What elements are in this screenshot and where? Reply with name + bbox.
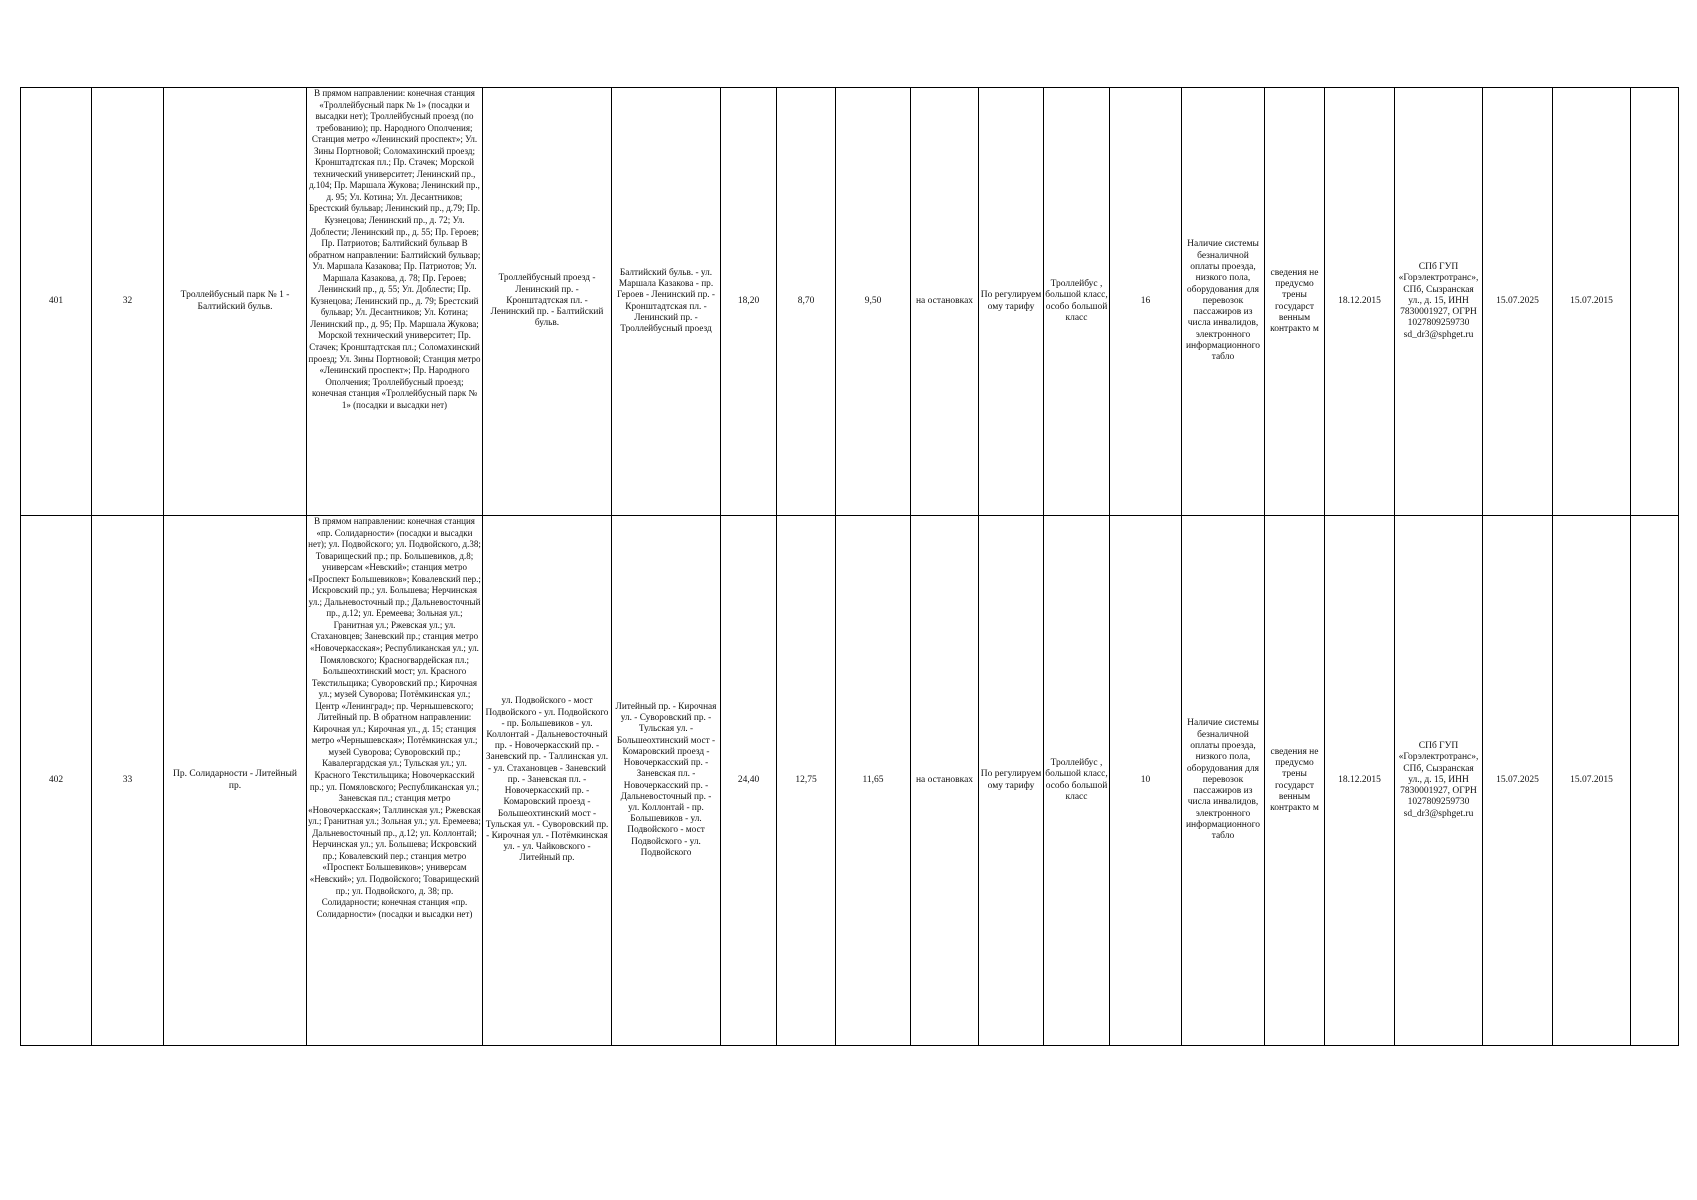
vehicle-count-cell: 16 (1110, 88, 1182, 516)
start-date-cell: 18.12.2015 (1325, 516, 1395, 1046)
streets-backward-cell: Литейный пр. - Кирочная ул. - Суворовский пр. - Тульская ул. - Большеохтинский мост - Комаровский проезд - Новочеркасский пр. - Заневская пл. - Новочеркасский пр. - Дальневосточный пр. - ул. Коллонтай - пр. Большевиков - ул. Подвойского - мост Подвойского - ул. Подвойского (612, 516, 721, 1046)
equipment-cell: Наличие системы безналичной оплаты проезда, низкого пола, оборудования для перевозок пассажиров из числа инвалидов, электронного информационного табло (1182, 516, 1265, 1046)
empty-cell (1631, 88, 1679, 516)
equipment-cell: Наличие системы безналичной оплаты проезда, низкого пола, оборудования для перевозок пассажиров из числа инвалидов, электронного информационного табло (1182, 88, 1265, 516)
vehicle-count-cell: 10 (1110, 516, 1182, 1046)
empty-cell (1631, 516, 1679, 1046)
route-name-cell: Пр. Солидарности - Литейный пр. (164, 516, 307, 1046)
date-cell: 15.07.2025 (1483, 88, 1553, 516)
stop-order-cell: на остановках (911, 516, 979, 1046)
length-forward-cell: 24,40 (721, 516, 777, 1046)
stops-cell: В прямом направлении: конечная станция «пр. Солидарности» (посадки и высадки нет); ул. Подвойского; ул. Подвойского, д.38; Товарищеский пр.; пр. Большевиков, д.8; универсам «Невский»; станция метро «Проспект Большевиков»; Ковалевский пер.; Искровский пр.; ул. Большева; Нерчинская ул.; Дальневосточный пр.; Дальневосточный пр., д.12; ул. Еремеева; Зольная ул.; Гранитная ул.; Ржевская ул.; ул. Стахановцев; Заневский пр.; станция метро «Новочеркасская»; Республиканская ул.; ул. Помяловского; Красногвардейская пл.; Большеохтинский мост; ул. Красного Текстильщика; Суворовский пр.; Кирочная ул.; музей Суворова; Потёмкинская ул.; Центр «Ленинград»; пр. Чернышевского; Литейный пр. В обратном направлении: Кирочная ул.; Кирочная ул., д. 15; станция метро «Чернышевская»; Потёмкинская ул.; музей Суворова; Суворовский пр.; Кавалергардская ул.; Тульская ул.; ул. Красного Текстильщика; Новочеркасский пр.; ул. Помяловского; Республиканская ул.; Заневская пл.; станция метро «Новочеркасская»; Таллинская ул.; Ржевская ул.; Гранитная ул.; Зольная ул.; ул. Еремеева; Дальневосточный пр., д.12; ул. Коллонтай; Нерчинская ул.; ул. Большева; Искровский пр.; Ковалевский пер.; станция метро «Проспект Большевиков»; универсам «Невский»; ул. Подвойского; Товарищеский пр.; ул. Подвойского, д. 38; пр. Солидарности; конечная станция «пр. Солидарности» (посадки и высадки нет) (307, 516, 483, 1046)
vehicle-class-cell: Троллейбус , большой класс, особо большой класс (1044, 88, 1110, 516)
start-date-cell: 18.12.2015 (1325, 88, 1395, 516)
carrier-cell: СПб ГУП «Горэлектротранс», СПб, Сызранская ул., д. 15, ИНН 7830001927, ОГРН 1027809259730 sd_dr3@sphget.ru (1395, 516, 1483, 1046)
contract-cell: сведения не предусмо трены государст венным контракто м (1265, 516, 1325, 1046)
length-extra-cell: 11,65 (836, 516, 911, 1046)
vehicle-class-cell: Троллейбус , большой класс, особо большой класс (1044, 516, 1110, 1046)
registry-number-cell: 401 (21, 88, 92, 516)
stop-order-cell: на остановках (911, 88, 979, 516)
date-cell: 15.07.2015 (1553, 88, 1631, 516)
date-cell: 15.07.2015 (1553, 516, 1631, 1046)
streets-forward-cell: ул. Подвойского - мост Подвойского - ул. Подвойского - пр. Большевиков - ул. Коллонтай - Дальневосточный пр. - Новочеркасский пр. - Заневский пр. - Таллинская ул. - ул. Стахановцев - Заневский пр. - Заневская пл. - Новочеркасский пр. - Комаровский проезд - Большеохтинский мост - Тульская ул. - Суворовский пр. - Кирочная ул. - Потёмкинская ул. - ул. Чайковского - Литейный пр. (483, 516, 612, 1046)
registry-number-cell: 402 (21, 516, 92, 1046)
route-registry-table (20, 87, 1679, 1046)
length-backward-cell: 12,75 (777, 516, 836, 1046)
tariff-cell: По регулируем ому тарифу (979, 88, 1044, 516)
streets-forward-cell: Троллейбусный проезд - Ленинский пр. - Кронштадтская пл. - Ленинский пр. - Балтийский бульв. (483, 88, 612, 516)
table-row (21, 516, 1679, 1046)
streets-backward-cell: Балтийский бульв. - ул. Маршала Казакова - пр. Героев - Ленинский пр. - Кронштадтская пл. - Ленинский пр. - Троллейбусный проезд (612, 88, 721, 516)
length-backward-cell: 8,70 (777, 88, 836, 516)
table-row (21, 88, 1679, 516)
stops-cell: В прямом направлении: конечная станция «Троллейбусный парк № 1» (посадки и высадки нет); Троллейбусный проезд (по требованию); пр. Народного Ополчения; Станция метро «Ленинский проспект»; Ул. Зины Портновой; Соломахинский проезд; Кронштадтская пл.; Пр. Стачек; Морской технический университет; Ленинский пр., д.104; Пр. Маршала Жукова; Ленинский пр., д. 95; Ул. Котина; Ул. Десантников; Брестский бульвар; Ленинский пр., д.79; Пр. Кузнецова; Ленинский пр., д. 72; Ул. Доблести; Ленинский пр., д. 55; Пр. Героев; Пр. Патриотов; Балтийский бульвар В обратном направлении: Балтийский бульвар; Ул. Маршала Казакова; Пр. Патриотов; Ул. Маршала Казакова, д. 78; Пр. Героев; Ленинский пр., д. 55; Ул. Доблести; Пр. Кузнецова; Ленинский пр., д. 79; Брестский бульвар; Ул. Десантников; Ул. Котина; Ленинский пр., д. 95; Пр. Маршала Жукова; Морской технический университет; Пр. Стачек; Кронштадтская пл.; Соломахинский проезд; Ул. Зины Портновой; Станция метро «Ленинский проспект»; Пр. Народного Ополчения; Троллейбусный проезд; конечная станция «Троллейбусный парк № 1» (посадки и высадки нет) (307, 88, 483, 516)
length-forward-cell: 18,20 (721, 88, 777, 516)
tariff-cell: По регулируем ому тарифу (979, 516, 1044, 1046)
date-cell: 15.07.2025 (1483, 516, 1553, 1046)
length-extra-cell: 9,50 (836, 88, 911, 516)
carrier-cell: СПб ГУП «Горэлектротранс», СПб, Сызранская ул., д. 15, ИНН 7830001927, ОГРН 1027809259730 sd_dr3@sphget.ru (1395, 88, 1483, 516)
contract-cell: сведения не предусмо трены государст венным контракто м (1265, 88, 1325, 516)
route-name-cell: Троллейбусный парк № 1 - Балтийский бульв. (164, 88, 307, 516)
route-number-cell: 32 (92, 88, 164, 516)
route-number-cell: 33 (92, 516, 164, 1046)
